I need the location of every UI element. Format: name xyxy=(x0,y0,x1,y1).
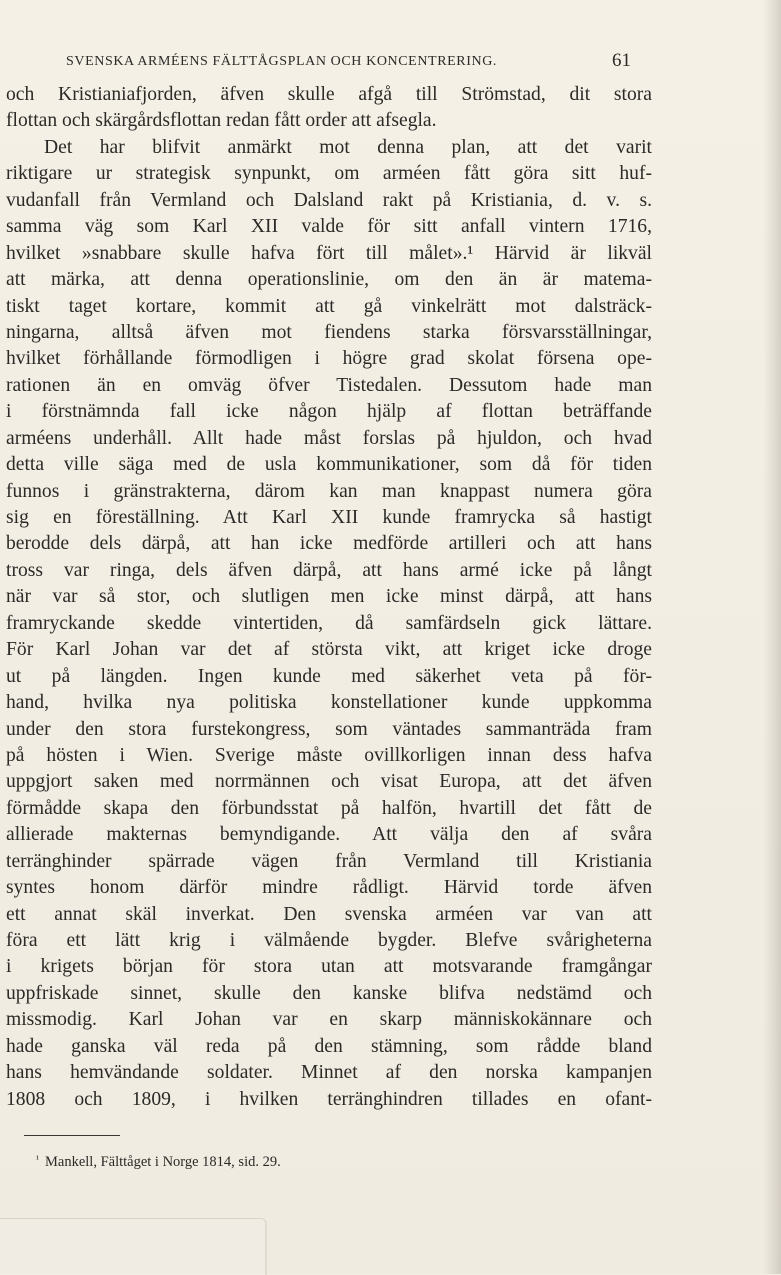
text-line: under den stora furstekongress, som väntades sammanträda fram xyxy=(6,718,652,740)
text-line: syntes honom därför mindre rådligt. Härvid torde äfven xyxy=(6,877,652,899)
text-line: missmodig. Karl Johan var en skarp människokännare och xyxy=(6,1009,652,1031)
text-line: hvilket förhållande förmodligen i högre grad skolat försena ope- xyxy=(6,348,652,370)
text-line: 1808 och 1809, i hvilken terränghindren tillades en ofant- xyxy=(6,1088,652,1110)
text-line: ningarna, alltså äfven mot fiendens starka försvarsställningar, xyxy=(6,321,652,343)
text-line: hans hemvändande soldater. Minnet af den norska kampanjen xyxy=(6,1062,652,1084)
text-line: hvilket »snabbare skulle hafva fört till målet».¹ Härvid är likväl xyxy=(6,242,652,264)
text-line: när var så stor, och slutligen men icke minst därpå, att hans xyxy=(6,586,652,608)
page-edge-shadow xyxy=(763,0,781,1274)
text-line: och Kristianiafjorden, äfven skulle afgå till Strömstad, dit stora xyxy=(6,84,652,105)
text-line: flottan och skärgårdsflottan redan fått order att afsegla. xyxy=(6,110,437,132)
text-line: arméens underhåll. Allt hade måst forslas på hjuldon, och hvad xyxy=(6,427,652,449)
text-line: funnos i gränstrakterna, därom kan man knappast numera göra xyxy=(6,480,652,502)
text-line: riktigare ur strategisk synpunkt, om arméen fått göra sitt huf- xyxy=(6,163,652,185)
text-line: ut på längden. Ingen kunde med säkerhet veta på för- xyxy=(6,665,652,687)
body-text xyxy=(6,82,666,1113)
text-line: allierade makternas bemyndigande. Att välja den af svåra xyxy=(6,824,652,846)
text-line: terränghinder spärrade vägen från Vermland till Kristiania xyxy=(6,850,652,872)
text-line: Det har blifvit anmärkt mot denna plan, att det varit xyxy=(44,136,652,158)
text-line: förmådde skapa den förbundsstat på halfön, hvartill det fått de xyxy=(6,797,652,819)
text-line: i krigets början för stora utan att motsvarande framgångar xyxy=(6,956,652,978)
footnote-mark: ¹ xyxy=(36,1154,39,1165)
text-line: tross var ringa, dels äfven därpå, att hans armé icke på långt xyxy=(6,559,652,581)
text-line: i förstnämnda fall icke någon hjälp af flottan beträffande xyxy=(6,401,652,423)
text-line: hade ganska väl reda på den stämning, som rådde bland xyxy=(6,1035,652,1057)
text-line: framryckande skedde vintertiden, då samfärdseln gick lättare. xyxy=(6,612,652,634)
running-head: SVENSKA ARMÉENS FÄLTTÅGSPLAN OCH KONCENTRERING. xyxy=(66,54,498,69)
text-line: ett annat skäl inverkat. Den svenska arméen var van att xyxy=(6,903,652,925)
text-line: detta ville säga med de usla kommunikationer, som då för tiden xyxy=(6,454,652,476)
text-line: uppfriskade sinnet, skulle den kanske blifva nedstämd och xyxy=(6,982,652,1004)
paper-edge-mark xyxy=(0,1218,267,1275)
text-line: tiskt taget kortare, kommit att gå vinkelrätt mot dalsträck- xyxy=(6,295,652,317)
text-line: samma väg som Karl XII valde för sitt anfall vintern 1716, xyxy=(6,216,652,238)
text-line: uppgjort saken med norrmännen och visat Europa, att det äfven xyxy=(6,771,652,793)
text-line: på hösten i Wien. Sverige måste ovillkorligen innan dess hafva xyxy=(6,744,652,766)
text-line: vudanfall från Vermland och Dalsland rakt på Kristiania, d. v. s. xyxy=(6,189,652,211)
text-line: hand, hvilka nya politiska konstellationer kunde uppkomma xyxy=(6,692,652,714)
footnote xyxy=(36,1154,281,1171)
text-line: För Karl Johan var det af största vikt, att kriget icke droge xyxy=(6,639,652,661)
page-number: 61 xyxy=(612,50,631,71)
footnote-divider xyxy=(24,1135,120,1136)
text-line: berodde dels därpå, att han icke medförde artilleri och att hans xyxy=(6,533,652,555)
text-line: föra ett lätt krig i välmående bygder. Blefve svårigheterna xyxy=(6,930,652,951)
text-line: sig en föreställning. Att Karl XII kunde framrycka så hastigt xyxy=(6,507,652,528)
page-header xyxy=(66,50,631,76)
text-line: rationen än en omväg öfver Tistedalen. Dessutom hade man xyxy=(6,374,652,396)
footnote-text: Mankell, Fälttåget i Norge 1814, sid. 29. xyxy=(45,1154,281,1170)
text-line: att märka, att denna operationslinie, om den än är matema- xyxy=(6,269,652,291)
